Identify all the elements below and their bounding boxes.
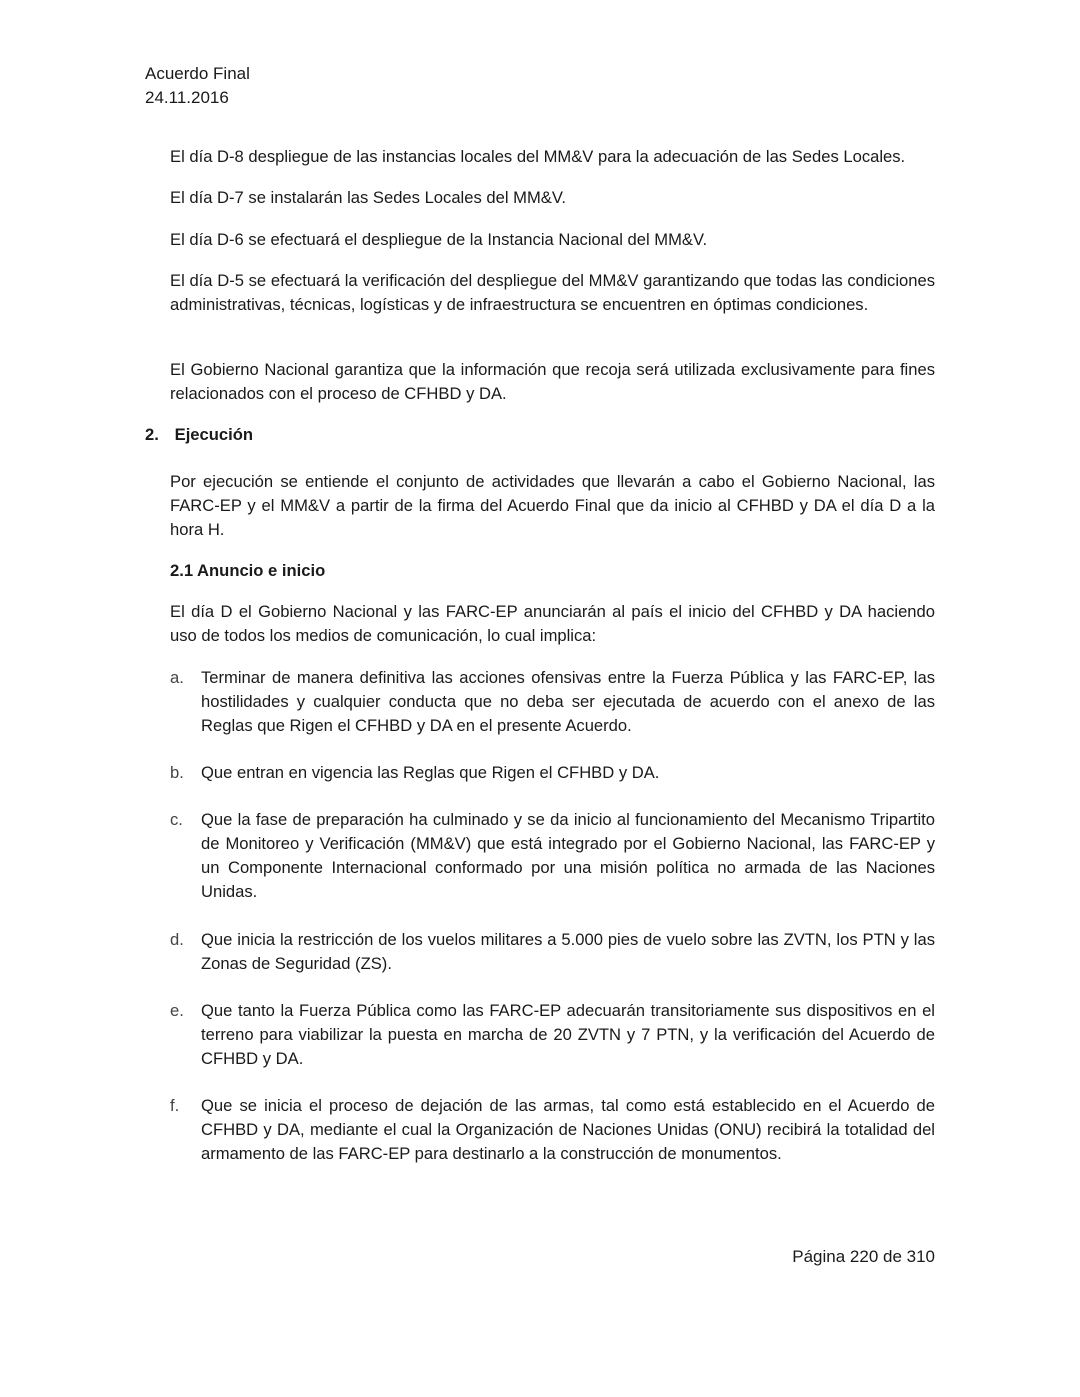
list-marker: e. (170, 1001, 184, 1020)
list-item-f (170, 1094, 935, 1166)
section-heading (145, 423, 253, 447)
list-item-a (170, 666, 935, 738)
list-marker: f. (170, 1096, 180, 1115)
paragraph-d5 (170, 269, 935, 317)
paragraph-text: El día D-5 se efectuará la verificación del despliegue del MM&V garantizando que todas las condiciones administrativas, técnicas, logísticas y de infraestructura se encuentren en óptimas condiciones. (170, 271, 935, 314)
subsection-heading: 2.1 Anuncio e inicio (170, 561, 326, 580)
list-item-b (170, 761, 935, 785)
paragraph-text: El Gobierno Nacional garantiza que la información que recoja será utilizada exclusivamente para fines relacionados con el proceso de CFHBD y DA. (170, 360, 935, 403)
list-item-d (170, 928, 935, 976)
paragraph-text: Por ejecución se entiende el conjunto de actividades que llevarán a cabo el Gobierno Nacional, las FARC-EP y el MM&V a partir de la firma del Acuerdo Final que da inicio al CFHBD y DA el día D a la hora H. (170, 472, 935, 539)
paragraph-text: El día D-8 despliegue de las instancias locales del MM&V para la adecuación de las Sedes Locales. (170, 147, 906, 166)
document-date: 24.11.2016 (145, 88, 229, 107)
paragraph-d6 (170, 228, 935, 252)
section-number: 2. (145, 425, 159, 444)
page-number: Página 220 de 310 (792, 1247, 935, 1266)
list-item-text: Que tanto la Fuerza Pública como las FARC-EP adecuarán transitoriamente sus dispositivos en el terreno para viabilizar la puesta en marcha de 20 ZVTN y 7 PTN, y la verificación del Acuerdo de CFHBD y DA. (201, 1001, 935, 1068)
list-item-text: Que inicia la restricción de los vuelos militares a 5.000 pies de vuelo sobre las ZVTN, los PTN y las Zonas de Seguridad (ZS). (201, 930, 935, 973)
list-item-text: Que se inicia el proceso de dejación de las armas, tal como está establecido en el Acuerdo de CFHBD y DA, mediante el cual la Organización de Naciones Unidas (ONU) recibirá la totalidad del armamento de las FARC-EP para destinarlo a la construcción de monumentos. (201, 1096, 935, 1163)
list-marker: d. (170, 930, 184, 949)
paragraph-text: El día D el Gobierno Nacional y las FARC-EP anunciarán al país el inicio del CFHBD y DA haciendo uso de todos los medios de comunicación, lo cual implica: (170, 602, 935, 645)
list-marker: c. (170, 810, 183, 829)
list-marker: a. (170, 668, 184, 687)
section-title: Ejecución (174, 425, 254, 444)
section-intro (170, 470, 935, 542)
document-title: Acuerdo Final (145, 64, 250, 83)
list-item-text: Que entran en vigencia las Reglas que Rigen el CFHBD y DA. (201, 763, 660, 782)
subsection-intro (170, 600, 935, 648)
paragraph-gobierno (170, 358, 935, 406)
page-header (145, 62, 250, 110)
list-item-text: Que la fase de preparación ha culminado y se da inicio al funcionamiento del Mecanismo Tripartito de Monitoreo y Verificación (MM&V) que está integrado por el Gobierno Nacional, las FARC-EP y un Componente Internacional conformado por una misión política no armada de las Naciones Unidas. (201, 810, 935, 901)
paragraph-text: El día D-6 se efectuará el despliegue de la Instancia Nacional del MM&V. (170, 230, 708, 249)
list-item-c (170, 808, 935, 904)
paragraph-d7 (170, 186, 935, 210)
list-marker: b. (170, 763, 184, 782)
paragraph-d8 (170, 145, 935, 169)
paragraph-text: El día D-7 se instalarán las Sedes Locales del MM&V. (170, 188, 566, 207)
list-item-e (170, 999, 935, 1071)
list-item-text: Terminar de manera definitiva las acciones ofensivas entre la Fuerza Pública y las FARC-EP, las hostilidades y cualquier conducta que no deba ser ejecutada de acuerdo con el anexo de las Reglas que Rigen el CFHBD y DA en el presente Acuerdo. (201, 668, 935, 735)
